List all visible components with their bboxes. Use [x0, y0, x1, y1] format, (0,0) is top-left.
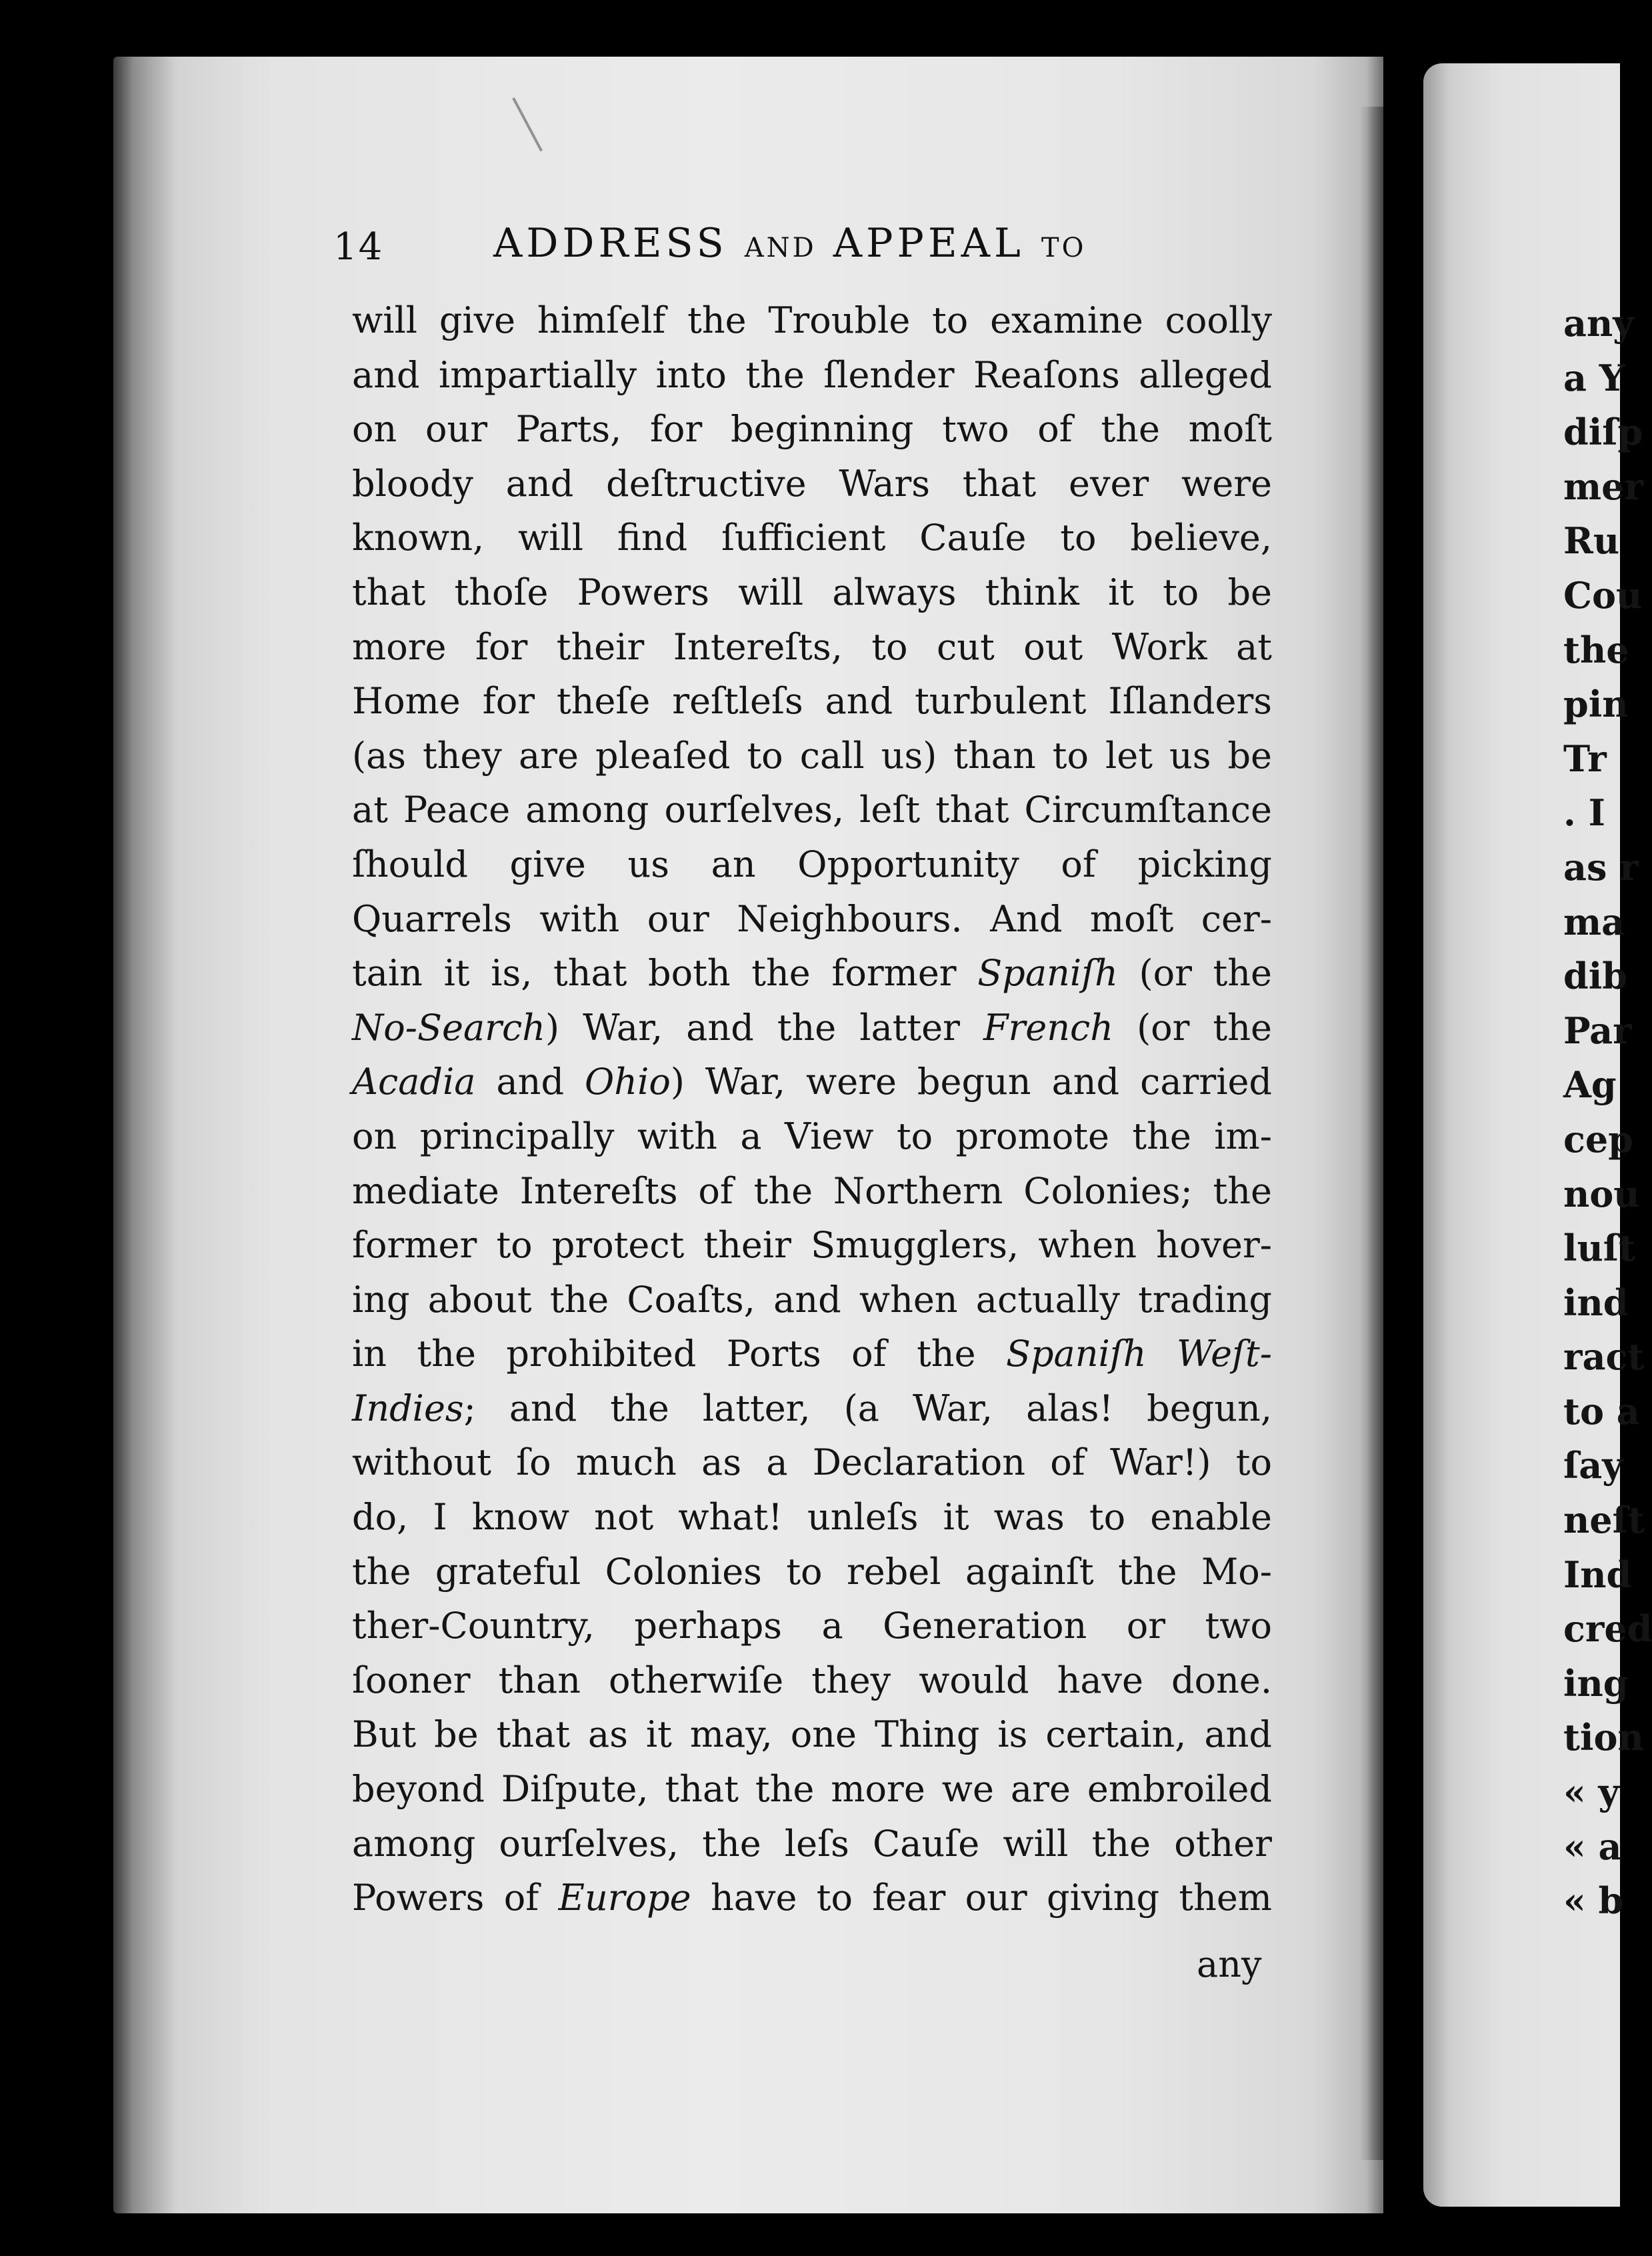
facing-page-fragment: Ru: [1563, 519, 1620, 563]
text-line: former to protect their Smugglers, when hover-: [352, 1224, 1272, 1267]
facing-page-fragment: « a: [1563, 1825, 1622, 1868]
facing-page-fragment: to a: [1563, 1389, 1640, 1433]
facing-page-fragment: pin: [1563, 683, 1629, 726]
text-line: do, I know not what! unleſs it was to enable: [352, 1496, 1272, 1539]
book-gutter: [1360, 107, 1413, 2160]
facing-page-fragment: ract: [1563, 1335, 1645, 1379]
text-line: will give himſelf the Trouble to examine coolly: [352, 299, 1272, 341]
text-line: beyond Diſpute, that the more we are embroiled: [352, 1768, 1272, 1811]
text-line: known, will find ſufficient Cauſe to believe,: [352, 517, 1272, 559]
facing-page-fragment: ſay: [1563, 1444, 1623, 1487]
facing-page-fragment: Par: [1563, 1009, 1632, 1052]
text-line: Quarrels with our Neighbours. And moſt cer-: [352, 897, 1272, 940]
running-head-part2: APPEAL: [833, 220, 1025, 267]
text-line: on our Parts, for beginning two of the moſt: [352, 408, 1272, 451]
body-text: [352, 293, 1272, 1925]
text-line: among ourſelves, the leſs Cauſe will the other: [352, 1822, 1272, 1865]
running-head-and: AND: [744, 233, 817, 263]
text-line: ther-Country, perhaps a Generation or two: [352, 1605, 1272, 1647]
facing-page-fragment: ind: [1563, 1281, 1629, 1324]
facing-page-fragment: diſp: [1563, 411, 1643, 454]
facing-page-fragment: neſt: [1563, 1499, 1645, 1542]
facing-page-fragment: cep: [1563, 1117, 1633, 1161]
text-line: bloody and deſtructive Wars that ever were: [352, 462, 1272, 505]
text-line: without ſo much as a Declaration of War!) to: [352, 1441, 1272, 1484]
text-line: But be that as it may, one Thing is certain, and: [352, 1713, 1272, 1756]
facing-page-fragment: Ag: [1563, 1063, 1617, 1107]
text-line: Home for theſe reſtleſs and turbulent Iſlanders: [352, 680, 1272, 723]
facing-page-fragment: « b: [1563, 1879, 1624, 1923]
text-line: on principally with a View to promote the im-: [352, 1115, 1272, 1157]
text-line: at Peace among ourſelves, leſt that Circumſtance: [352, 789, 1272, 831]
facing-page-fragment: cred: [1563, 1607, 1652, 1651]
text-line: Powers of Europe have to fear our giving them: [352, 1877, 1273, 1919]
text-line: and impartially into the ſlender Reaſons alleged: [352, 353, 1272, 396]
text-line: ſooner than otherwiſe they would have done.: [352, 1659, 1272, 1701]
facing-page-fragment: any: [1563, 302, 1634, 345]
facing-page-fragment: ma: [1563, 900, 1625, 943]
facing-page-fragment: luſt: [1563, 1227, 1635, 1270]
text-line: tain it is, that both the former Spaniſh (or the: [352, 952, 1272, 995]
text-line: mediate Intereſts of the Northern Colonies; the: [352, 1169, 1272, 1212]
text-line: ing about the Coaſts, and when actually trading: [352, 1278, 1272, 1321]
facing-page-fragment: « y: [1563, 1771, 1619, 1814]
text-line: more for their Intereſts, to cut out Work at: [352, 625, 1272, 668]
running-head-to: TO: [1041, 233, 1087, 263]
facing-page-fragment: ing: [1563, 1661, 1629, 1705]
facing-page-fragment: Tr: [1563, 737, 1607, 780]
facing-page-fragment: dib: [1563, 955, 1628, 998]
text-line: No-Search) War, and the latter French (or the: [352, 1006, 1272, 1049]
text-line: Indies; and the latter, (a War, alas! begun,: [352, 1387, 1272, 1429]
catchword: any: [1197, 1943, 1262, 1985]
text-line: in the prohibited Ports of the Spaniſh Weſt-: [352, 1333, 1272, 1375]
text-line: Acadia and Ohio) War, were begun and carried: [352, 1061, 1272, 1103]
facing-page-fragment: mer: [1563, 465, 1643, 508]
facing-page-text: [1563, 297, 1652, 1929]
text-line: that thoſe Powers will always think it to be: [352, 571, 1272, 613]
page-header: [333, 220, 1267, 280]
text-line: (as they are pleaſed to call us) than to let us be: [352, 734, 1272, 777]
facing-page-fragment: Cou: [1563, 573, 1643, 617]
text-line: ſhould give us an Opportunity of picking: [352, 843, 1272, 885]
facing-page-fragment: nou: [1563, 1172, 1640, 1215]
running-head-part1: ADDRESS: [493, 220, 728, 267]
facing-page-fragment: the: [1563, 628, 1629, 671]
running-head: [493, 220, 1086, 267]
facing-page-fragment: a Y: [1563, 356, 1625, 399]
facing-page-fragment: . I: [1563, 791, 1605, 835]
facing-page-fragment: Ind: [1563, 1553, 1632, 1596]
facing-page-fragment: tion: [1563, 1716, 1644, 1759]
page-number: 14: [333, 225, 384, 269]
text-line: the grateful Colonies to rebel againſt the Mo-: [352, 1550, 1272, 1593]
facing-page-fragment: as r: [1563, 845, 1639, 889]
